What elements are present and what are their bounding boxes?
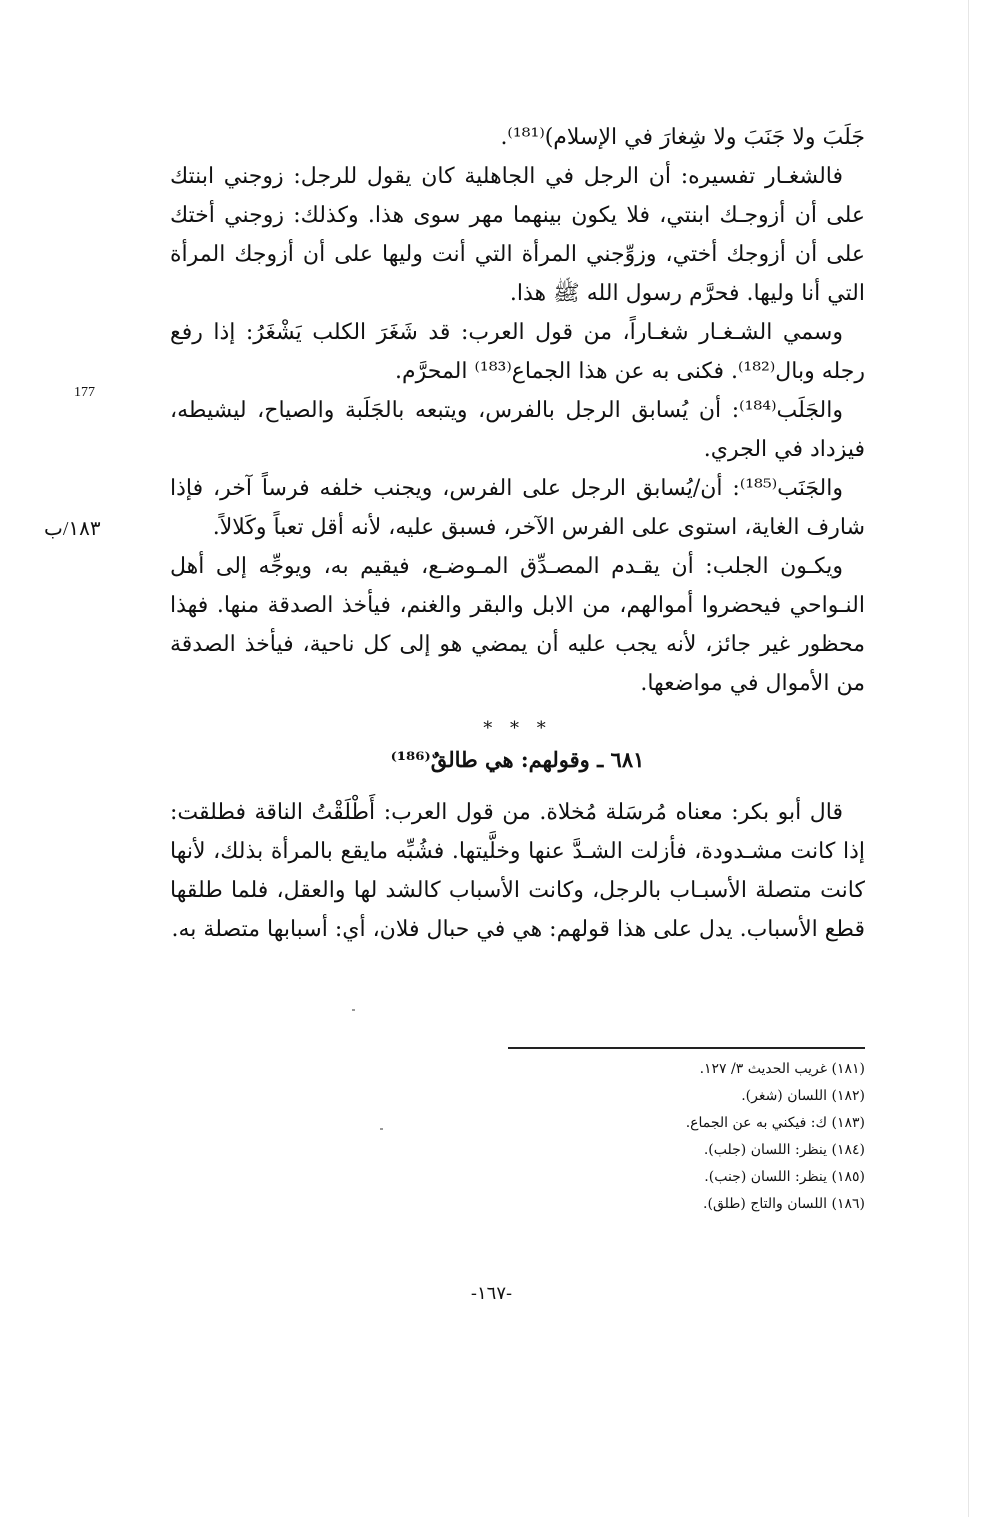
entry-heading: ٦٨١ ـ وقولهم: هي طالقٌ⁽¹⁸⁶⁾ xyxy=(390,747,645,772)
margin-reference-number: 177 xyxy=(74,385,95,400)
footnote-185: (١٨٥) ينظر: اللسان (جنب). xyxy=(704,1169,865,1185)
paragraph-taliq: قال أبو بكر: معناه مُرسَلة مُخلاة. من قول العرب: أَطْلَقْتُ الناقة فطلقت: إذا كانت مشـدودة، فأزلت الشـدَّ عنها وخلَّيتها. فشُبِّه مايقع بالمرأة بذلك، لأنها كانت متصلة الأسبـاب بالرجل، وكانت الأسباب كالشد لها والعقل، فلما طلقها قطع الأسباب. يدل على هذا قولهم: هي في حبال فلان، أي: أسبابها متصلة به. xyxy=(170,800,865,942)
footnote-181: (١٨١) غريب الحديث ٣/ ١٢٧. xyxy=(699,1061,865,1077)
margin-folio-marker: ١٨٣/ب xyxy=(44,518,101,540)
paragraph-jalab: والجَلَب⁽¹⁸⁴⁾: أن يُسابق الرجل بالفرس، ويتبعه بالجَلَبة والصياح، ليشيطه، فيزداد في الجري. xyxy=(170,398,865,462)
paragraph-shighar-naming: وسمي الشـغـار شغـاراً، من قول العرب: قد شَغَرَ الكلب يَشْغَرُ: إذا رفع رجله وبال⁽¹⁸²⁾. فكنى به عن هذا الجماع⁽¹⁸³⁾ المحرَّم. xyxy=(170,320,865,384)
paragraph-janab: والجَنَب⁽¹⁸⁵⁾: أن/يُسابق الرجل على الفرس، ويجنب خلفه فرساً آخر، فإذا شارف الغاية، استوى على الفرس الآخر، فسبق عليه، لأنه أقل تعباً وكَلالاً. xyxy=(170,476,865,540)
main-text xyxy=(170,118,865,949)
footnote-183: (١٨٣) ك: فيكني به عن الجماع. xyxy=(685,1115,865,1131)
footnotes xyxy=(520,1056,865,1218)
page-number: -١٦٧- xyxy=(470,1283,513,1304)
paragraph-shighar-definition: فالشغـار تفسيره: أن الرجل في الجاهلية كان يقول للرجل: زوجني ابنتك على أن أزوجـك ابنتي، فلا يكون بينهما مهر سوى هذا. وكذلك: زوجني أختك على أن أزوجك أختي، وزوِّجني المرأة التي أنت وليها على أن أزوجك المرأة التي أنا وليها. فحرَّم رسول الله ﷺ هذا. xyxy=(170,164,865,306)
footnote-184: (١٨٤) ينظر: اللسان (جلب). xyxy=(703,1142,865,1158)
footnote-divider xyxy=(508,1047,865,1049)
footnote-182: (١٨٢) اللسان (شغر). xyxy=(741,1088,865,1104)
section-separator: * * * xyxy=(483,718,552,739)
paragraph-jalab-sadaqa: ويكـون الجلب: أن يقـدم المصـدِّق المـوضـع، فيقيم به، ويوجِّه إلى أهل النـواحي فيحضروا أموالهم، من الابل والبقر والغنم، فيأخذ الصدقة منها. فهذا محظور غير جائز، لأنه يجب عليه أن يمضي هو إلى كل ناحية، فيأخذ الصدقة من الأموال في مواضعها. xyxy=(170,554,865,696)
scan-speck xyxy=(380,1128,383,1130)
paragraph-hadith-end: جَلَبَ ولا جَنَبَ ولا شِغارَ في الإسلام)⁽¹⁸¹⁾. xyxy=(500,125,865,150)
footnote-186: (١٨٦) اللسان والتاج (طلق). xyxy=(703,1196,865,1212)
scan-speck xyxy=(352,1009,355,1011)
